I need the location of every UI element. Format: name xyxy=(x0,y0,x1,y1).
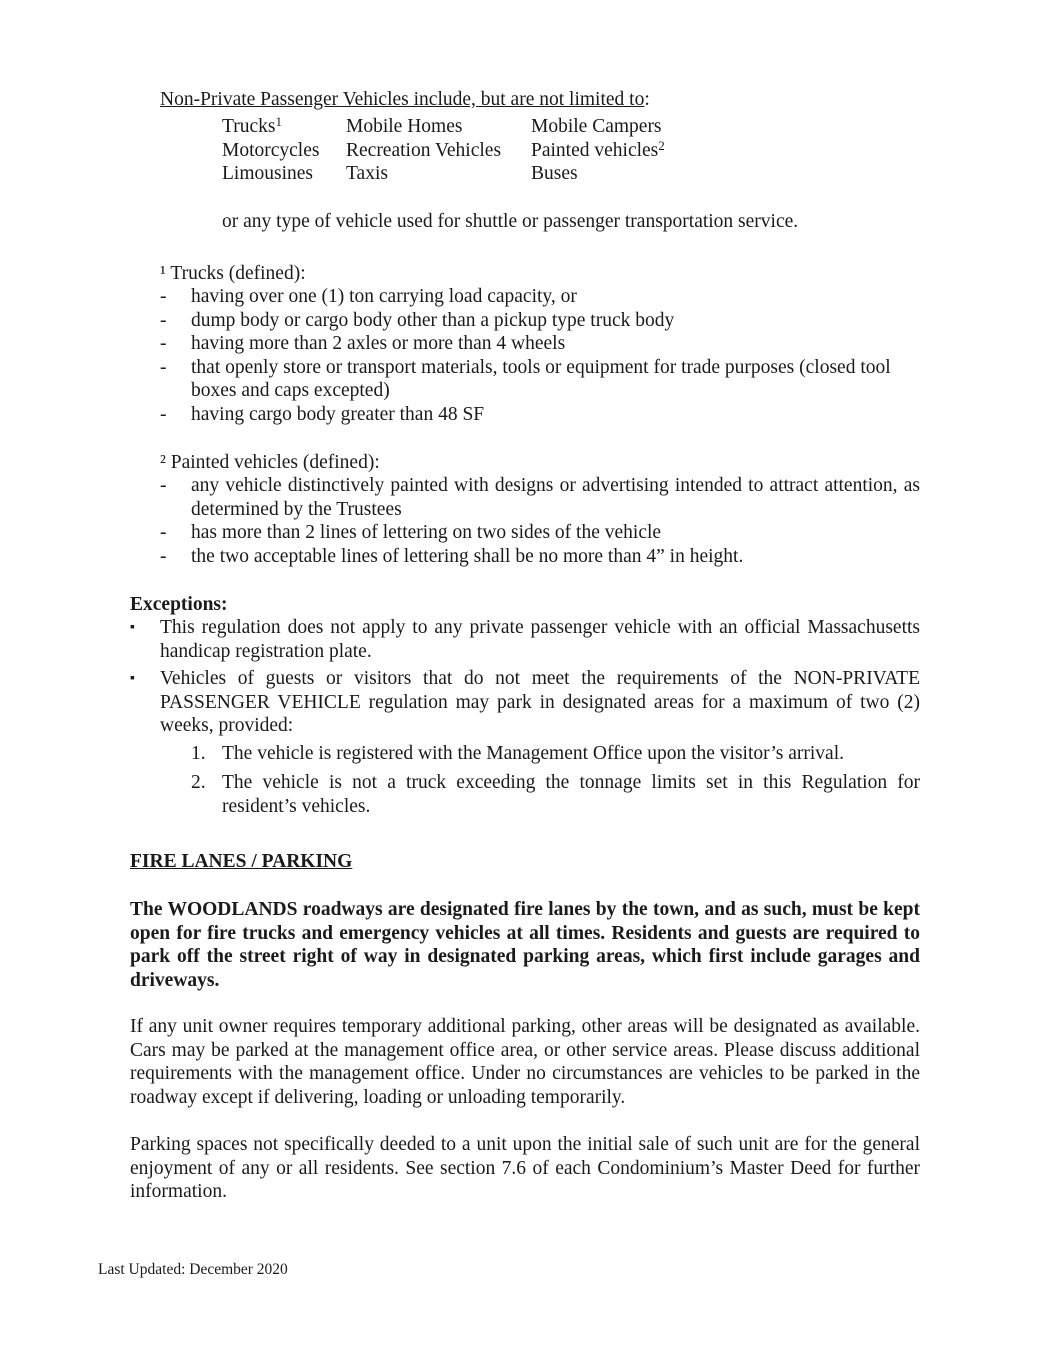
list-item xyxy=(160,309,920,333)
intro-heading: Non-Private Passenger Vehicles include, but are not limited to xyxy=(160,89,645,110)
parking-paragraph: If any unit owner requires temporary additional parking, other areas will be designated as available. Cars may be parked at the management office area, or other service areas. Please discuss additional requirements with the management office. Under no circumstances are vehicles to be parked in the roadway except if delivering, loading or unloading temporarily. xyxy=(130,1016,920,1108)
vehicle-cell: Mobile Homes xyxy=(346,116,463,137)
footer-last-updated: Last Updated: December 2020 xyxy=(98,1261,288,1278)
dash-marker: - xyxy=(160,475,167,496)
vehicle-cell xyxy=(531,139,665,163)
list-item-text: having over one (1) ton carrying load capacity, or xyxy=(191,286,577,307)
list-item-text: that openly store or transport materials, tools or equipment for trade purposes (closed tool boxes and caps excepted) xyxy=(191,356,891,401)
vehicle-cell: Motorcycles xyxy=(222,139,320,161)
vehicle-cell xyxy=(222,115,282,139)
list-item xyxy=(160,332,920,356)
list-item-text: having cargo body greater than 48 SF xyxy=(191,403,485,425)
list-item xyxy=(160,403,920,427)
list-item-text: dump body or cargo body other than a pickup type truck body xyxy=(191,309,675,331)
vehicle-grid-row xyxy=(222,162,722,186)
trucks-marker: ¹ xyxy=(160,263,166,284)
bullet-marker: ▪ xyxy=(130,620,135,635)
exceptions-title: Exceptions: xyxy=(130,594,228,615)
sub-item-text: The vehicle is registered with the Management Office upon the visitor’s arrival. xyxy=(222,742,845,764)
painted-list xyxy=(160,474,920,568)
dash-marker: - xyxy=(160,522,167,543)
list-item-text: the two acceptable lines of lettering shall be no more than 4” in height. xyxy=(191,545,744,567)
fire-lanes-heading: FIRE LANES / PARKING xyxy=(130,851,353,872)
bullet-marker: ▪ xyxy=(130,671,135,686)
sub-item xyxy=(191,771,920,818)
vehicle-grid xyxy=(222,115,722,186)
list-item-text: any vehicle distinctively painted with designs or advertising intended to attract attention, as determined by the Trustees xyxy=(191,475,920,520)
exceptions-list xyxy=(130,616,920,818)
trucks-title-text: Trucks (defined): xyxy=(170,263,306,284)
list-item-text: having more than 2 axles or more than 4 wheels xyxy=(191,333,566,354)
list-item-text: has more than 2 lines of lettering on two sides of the vehicle xyxy=(191,522,662,543)
dash-marker: - xyxy=(160,403,167,425)
list-item xyxy=(160,356,901,403)
dash-marker: - xyxy=(160,286,167,307)
exception-item xyxy=(130,667,920,738)
painted-title-text: Painted vehicles (defined): xyxy=(170,452,380,473)
dash-marker: - xyxy=(160,545,167,567)
exception-sublist xyxy=(191,742,920,819)
vehicle-cell: Mobile Campers xyxy=(531,116,662,137)
dash-marker: - xyxy=(160,333,167,354)
footnote-marker: 1 xyxy=(275,114,282,129)
exception-item-text: This regulation does not apply to any private passenger vehicle with an official Massachusetts handicap registration plate. xyxy=(160,617,920,662)
intro-heading-colon: : xyxy=(644,89,650,110)
intro-note: or any type of vehicle used for shuttle or passenger transportation service. xyxy=(222,211,799,232)
vehicle-grid-row xyxy=(222,139,722,163)
deeded-spaces-paragraph: Parking spaces not specifically deeded to a unit upon the initial sale of such unit are for the general enjoyment of any or all residents. See section 7.6 of each Condominium’s Master Deed for further information. xyxy=(130,1134,920,1202)
vehicle-cell-text: Trucks xyxy=(222,116,276,137)
vehicle-cell: Taxis xyxy=(346,163,388,184)
dash-marker: - xyxy=(160,309,167,331)
sub-item-number: 1. xyxy=(191,742,206,764)
list-item xyxy=(160,474,920,521)
list-item xyxy=(160,545,920,569)
exception-item-text: Vehicles of guests or visitors that do not meet the requirements of the NON-PRIVATE PASSENGER VEHICLE regulation may park in designated areas for a maximum of two (2) weeks, provided: xyxy=(160,668,920,736)
exception-item xyxy=(130,616,920,663)
vehicle-cell: Limousines xyxy=(222,163,313,184)
vehicle-cell-text: Painted vehicles xyxy=(531,139,659,161)
intro-heading-line xyxy=(160,88,650,112)
painted-marker: ² xyxy=(160,452,166,473)
painted-title xyxy=(160,451,380,475)
vehicle-grid-row xyxy=(222,115,722,139)
vehicle-cell: Recreation Vehicles xyxy=(346,139,502,161)
vehicle-cell: Buses xyxy=(531,163,578,184)
dash-marker: - xyxy=(160,356,167,378)
sub-item-number: 2. xyxy=(191,772,206,793)
list-item xyxy=(160,521,920,545)
fire-lanes-bold-paragraph: The WOODLANDS roadways are designated fire lanes by the town, and as such, must be kept open for fire trucks and emergency vehicles at all times. Residents and guests are required to park off the street right of way in designated parking areas, which first include garages and driveways. xyxy=(130,899,920,991)
footnote-marker: 2 xyxy=(658,137,665,153)
sub-item-text: The vehicle is not a truck exceeding the tonnage limits set in this Regulation for resident’s vehicles. xyxy=(222,772,920,817)
list-item xyxy=(160,285,920,309)
trucks-list xyxy=(160,285,920,426)
sub-item xyxy=(191,742,920,766)
trucks-title xyxy=(160,262,306,286)
